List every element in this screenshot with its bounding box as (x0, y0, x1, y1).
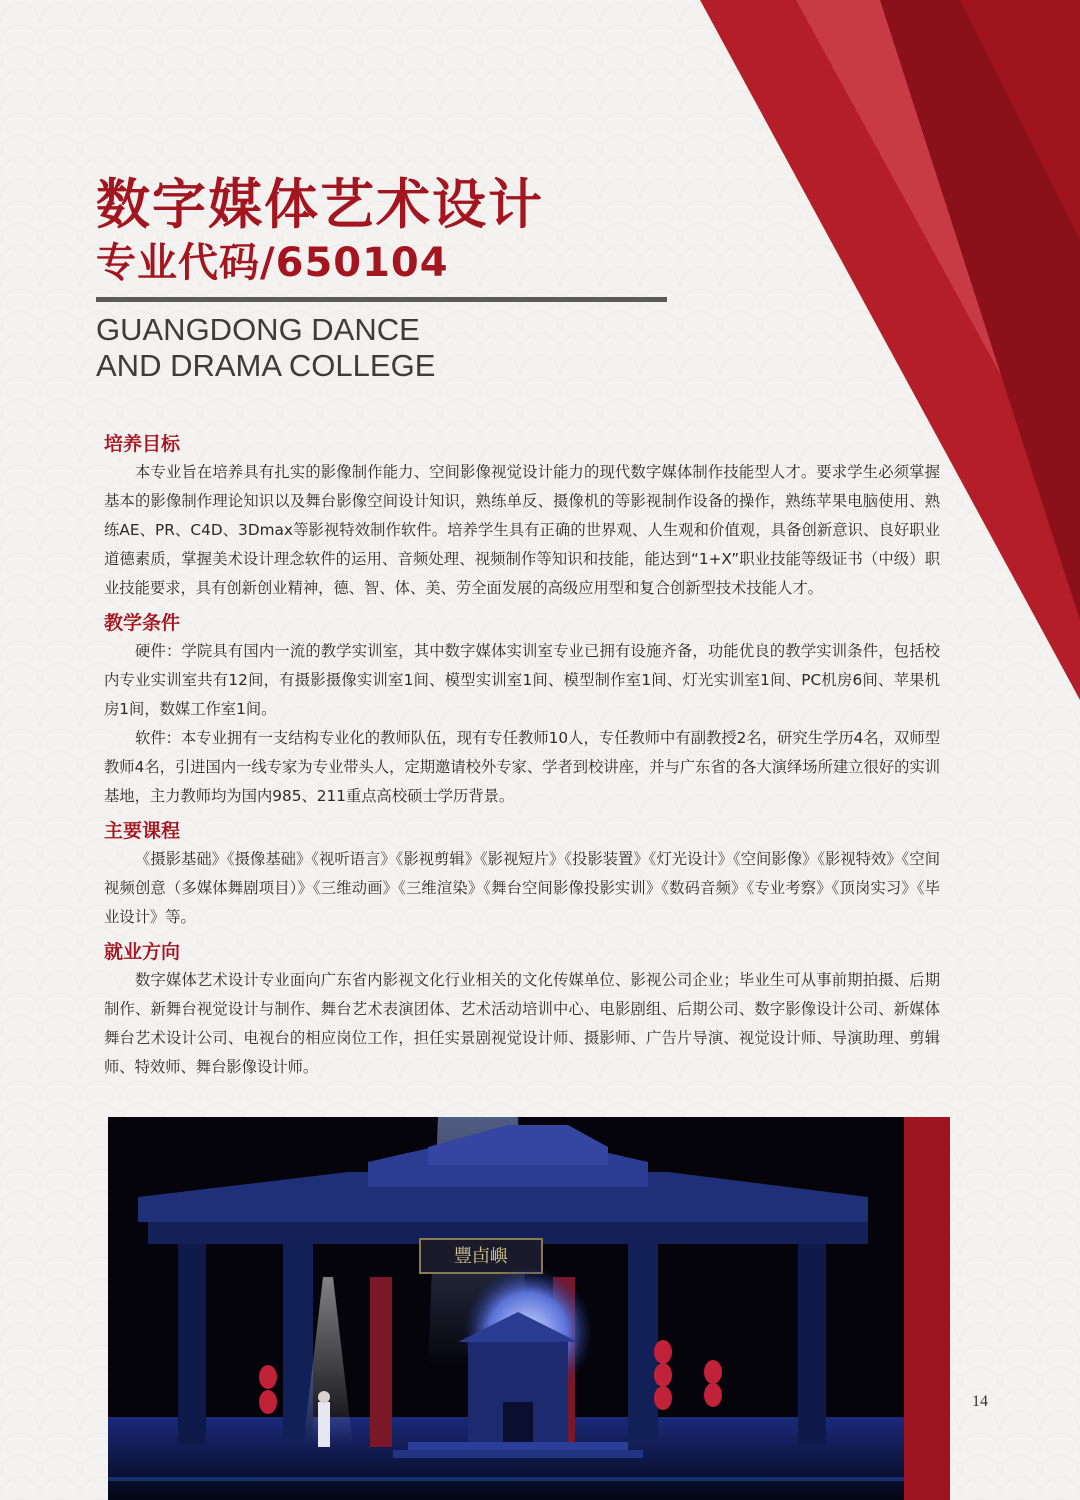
section-main-courses (104, 817, 940, 932)
section-heading: 就业方向 (104, 941, 181, 963)
section-teaching-conditions (104, 609, 940, 811)
section-paragraph: 硬件：学院具有国内一流的教学实训室，其中数字媒体实训室专业已拥有设施齐备，功能优良的教学实训条件，包括校内专业实训室共有12间，有摄影摄像实训室1间、模型实训室1间、模型制作室1间、灯光实训室1间、PC机房6间、苹果机房1间，数媒工作室1间。 (104, 642, 940, 718)
section-paragraph: 本专业旨在培养具有扎实的影像制作能力、空间影像视觉设计能力的现代数字媒体制作技能型人才。要求学生必须掌握基本的影像制作理论知识以及舞台影像空间设计知识，熟练单反、摄像机的等影视制作设备的操作，熟练苹果电脑使用、熟练AE、PR、C4D、3Dmax等影视特效制作软件。培养学生具有正确的世界观、人生观和价值观，具备创新意识、良好职业道德素质，掌握美术设计理念软件的运用、音频处理、视频制作等知识和技能，能达到“1+X”职业技能等级证书（中级）职业技能要求，具有创新创业精神，德、智、体、美、劳全面发展的高级应用型和复合创新型技术技能人才。 (104, 463, 940, 597)
college-name-line-1: GUANGDONG DANCE (96, 312, 420, 347)
title-divider (96, 297, 667, 302)
section-heading: 主要课程 (104, 820, 181, 842)
page-number: 14 (972, 1393, 988, 1410)
page-title: 数字媒体艺术设计 (96, 173, 544, 236)
stage-illustration (108, 1117, 950, 1500)
stage-sign-text: 豐卣嶼 (454, 1246, 508, 1267)
stage-photo (108, 1117, 950, 1500)
section-employment (104, 938, 940, 1082)
section-training-goals (104, 430, 940, 603)
program-code: 专业代码/650104 (96, 240, 449, 286)
section-paragraph: 《摄影基础》《摄像基础》《视听语言》《影视剪辑》《影视短片》《投影装置》《灯光设计》《空间影像》《影视特效》《空间视频创意（多媒体舞剧项目）》《三维动画》《三维渲染》《舞台空间影像投影实训》《数码音频》《专业考察》《顶岗实习》《毕业设计》等。 (104, 850, 940, 926)
section-paragraph: 软件：本专业拥有一支结构专业化的教师队伍，现有专任教师10人，专任教师中有副教授2名，研究生学历4名，双师型教师4名，引进国内一线专家为专业带头人，定期邀请校外专家、学者到校讲座，并与广东省的各大演绎场所建立很好的实训基地，主力教师均为国内985、211重点高校硕士学历背景。 (104, 729, 940, 805)
section-paragraph: 数字媒体艺术设计专业面向广东省内影视文化行业相关的文化传媒单位、影视公司企业；毕业生可从事前期拍摄、后期制作、新舞台视觉设计与制作、舞台艺术表演团体、艺术活动培训中心、电影剧组、后期公司、数字影像设计公司、新媒体舞台艺术设计公司、电视台的相应岗位工作，担任实景剧视觉设计师、摄影师、广告片导演、视觉设计师、导演助理、剪辑师、特效师、舞台影像设计师。 (104, 971, 940, 1076)
college-name-line-2: AND DRAMA COLLEGE (96, 348, 436, 383)
section-heading: 培养目标 (104, 433, 181, 455)
college-name (96, 312, 435, 384)
body-content (104, 430, 940, 1088)
section-heading: 教学条件 (104, 612, 181, 634)
